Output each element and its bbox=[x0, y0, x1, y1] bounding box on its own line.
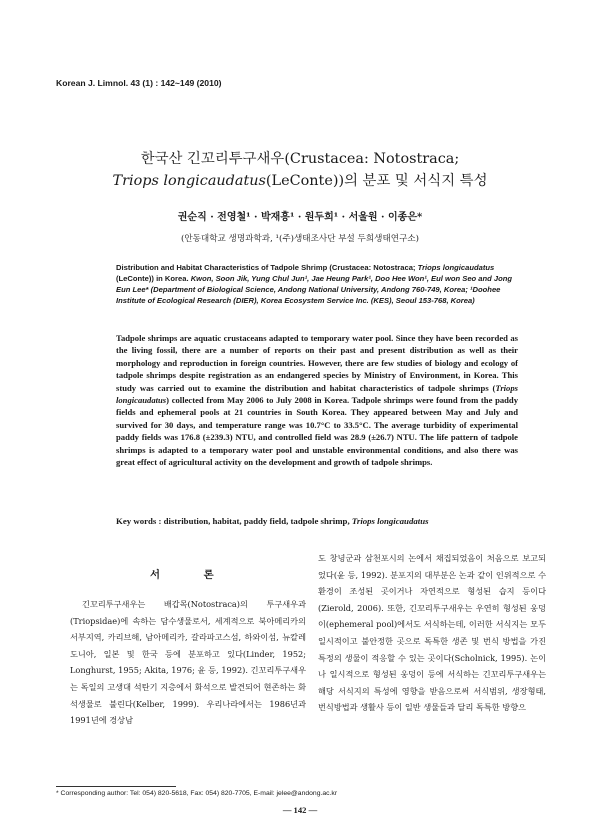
keywords-species: Triops longicaudatus bbox=[351, 516, 429, 526]
keywords-label: Key words : distribution, habitat, paddy field, tadpole shrimp, bbox=[116, 516, 352, 526]
left-paragraph: 긴꼬리투구새우는 배갑목(Notostraca)의 투구새우과(Triopsidae)에 속하는 담수생물로서, 세계적으로 북아메리카의 서부지역, 카리브해, 남아메리카, 갈라파고스섬, 하와이섬, 뉴칼레도니아, 일본 및 한국 등에 분포하고 있다(Linder, 1952; Longhurst, 1955; Akita, 1976; 윤 등, 1992). 긴꼬리투구새우는 독일의 고생대 석탄기 지층에서 화석으로 발견되어 현존하는 화석생물로 불린다(Kelber, 1999). 우리나라에서는 1986년과 1991년에 경상남 bbox=[70, 599, 306, 726]
keywords bbox=[116, 516, 536, 526]
english-authors-affiliation: Kwon, Soon Jik, Yung Chul Jun¹, Jae Heung Park¹, Doo Hee Won¹, Eul won Seo and Jong Eun Lee* (Department of Biological Science, Andong National University, Andong 760-749, Korea; ¹Doohee Institute of Ecological Research (DIER), Korea Ecosystem Service Inc. (KES), Seoul 153-768, Korea) bbox=[116, 274, 513, 305]
authors-korean: 권순직 · 전영철¹ · 박재흥¹ · 원두희¹ · 서울원 · 이종은* bbox=[177, 212, 423, 223]
abstract-part1: Tadpole shrimps are aquatic crustaceans adapted to temporary water pool. Since they have been recorded as the living fossil, there are a number of reports on their past and present distribution as well as their morphology and reproduction in foreign countries. However, there are few studies of biology and ecology of tadpole shrimps despite registration as an endangered species by Ministry of Environment, in Korea. This study was carried out to examine the distribution and habitat characteristics of tadpole shrimps ( bbox=[116, 333, 518, 393]
english-title-species: Triops longicaudatus bbox=[417, 263, 495, 272]
left-column bbox=[70, 596, 306, 729]
footnote-divider bbox=[56, 786, 176, 787]
footnote-corresponding-author: * Corresponding author: Tel: 054) 820-5618, Fax: 054) 820-7705, E-mail: jelee@andong.ac.kr bbox=[56, 790, 338, 797]
korean-title-line1: 한국산 긴꼬리투구새우(Crustacea: Notostraca; bbox=[140, 151, 460, 167]
journal-citation: Korean J. Limnol. 43 (1) : 142~149 (2010) bbox=[56, 78, 222, 88]
section-heading-introduction: 서 론 bbox=[150, 569, 234, 581]
abstract-part2: ) collected from May 2006 to July 2008 in Korea. Tadpole shrimps were found from the paddy fields and ephemeral pools at 21 countries in South Korea. They appeared between May and July and survived for 30 days, and temperature range was 10.7°C to 33.5°C. The average turbidity of experimental paddy fields was 176.8 (±239.3) NTU, and controlled field was 28.9 (±26.7) NTU. The life pattern of tadpole shrimps is adapted to a temporary water pool and unstable environmental conditions, and also there was great effect of agricultural activity on the development and growth of tadpole shrimps. bbox=[116, 395, 518, 468]
korean-title-line2 bbox=[40, 170, 560, 192]
page-number: — 142 — bbox=[282, 805, 318, 815]
english-title-block bbox=[116, 262, 518, 306]
english-title-part1: Distribution and Habitat Characteristics of Tadpole Shrimp (Crustacea: Notostraca; bbox=[116, 263, 418, 272]
abstract bbox=[116, 332, 518, 468]
affiliation-korean: (안동대학교 생명과학과, ¹(주)생태조사단 부설 두희생태연구소) bbox=[180, 234, 420, 244]
english-title-part2: (LeConte)) in Korea. bbox=[116, 274, 191, 283]
abstract-species: Triops longicaudatus bbox=[116, 382, 518, 406]
korean-title-line2-rest: (LeConte))의 분포 및 서식지 특성 bbox=[265, 173, 488, 189]
right-column bbox=[318, 550, 546, 716]
right-paragraph: 도 창녕군과 삼천포시의 논에서 채집되었음이 처음으로 보고되었다(윤 등, 1992). 분포지의 대부분은 논과 같이 인위적으로 수환경이 조성된 곳이거나 자연적으로 형성된 습지 등이다(Zierold, 2006). 또한, 긴꼬리투구새우는 우연히 형성된 웅덩이(ephemeral pool)에서도 서식하는데, 이러한 서식지는 모두 일시적이고 불안정한 곳으로 독특한 생존 및 번식 방법을 가진 특정의 생물이 적응할 수 있는 곳이다(Scholnick, 1995). 논이나 일시적으로 형성된 웅덩이 등에 서식하는 긴꼬리투구새우는 해당 서식지의 특성에 영향을 받음으로써 서식범위, 생장형태, 번식방법과 생활사 등이 일반 생물들과 달리 독특한 방향으 bbox=[318, 553, 546, 713]
species-name: Triops longicaudatus bbox=[112, 173, 266, 189]
